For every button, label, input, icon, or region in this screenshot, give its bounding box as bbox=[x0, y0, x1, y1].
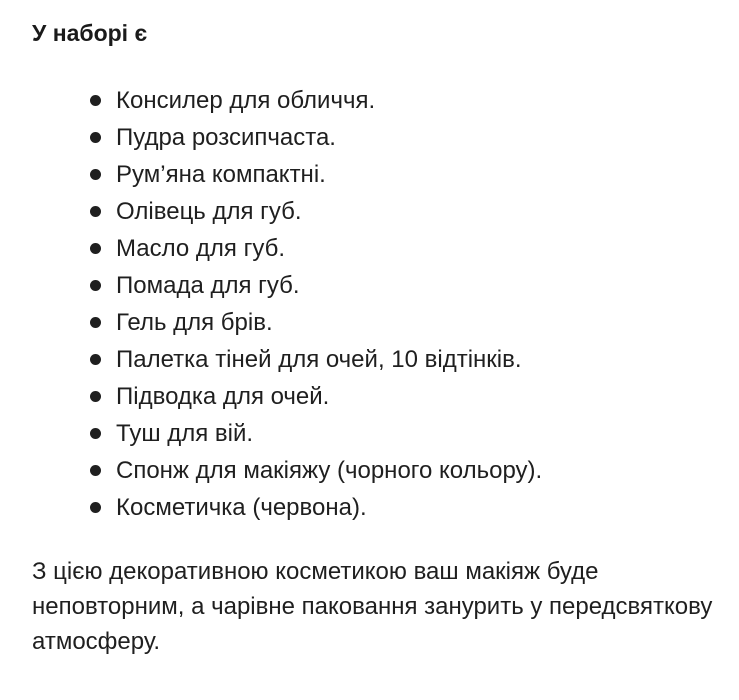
list-item-text: Спонж для макіяжу (чорного кольору). bbox=[116, 457, 543, 484]
bullet-icon bbox=[90, 391, 101, 402]
list-item bbox=[88, 489, 542, 526]
list-item bbox=[88, 230, 542, 267]
bullet-icon bbox=[90, 502, 101, 513]
bullet-icon bbox=[90, 95, 101, 106]
list-item bbox=[88, 415, 542, 452]
section-heading: У наборі є bbox=[32, 20, 148, 46]
list-item-text: Консилер для обличчя. bbox=[116, 87, 376, 114]
list-item-text: Помада для губ. bbox=[116, 272, 300, 299]
bullet-icon bbox=[90, 280, 101, 291]
list-item bbox=[88, 341, 542, 378]
list-item bbox=[88, 156, 542, 193]
bullet-icon bbox=[90, 317, 101, 328]
list-item bbox=[88, 267, 542, 304]
list-item-text: Туш для вій. bbox=[116, 420, 254, 447]
bullet-icon bbox=[90, 465, 101, 476]
list-item bbox=[88, 119, 542, 156]
list-item bbox=[88, 452, 542, 489]
list-item-text: Масло для губ. bbox=[116, 235, 286, 262]
list-item-text: Підводка для очей. bbox=[116, 383, 330, 410]
description-paragraph: З цією декоративною косметикою ваш макіяж буде неповторним, а чарівне паковання занурить у передсвяткову атмосферу. bbox=[32, 558, 713, 655]
list-item-text: Рум’яна компактні. bbox=[116, 161, 326, 188]
list-item bbox=[88, 193, 542, 230]
bullet-icon bbox=[90, 206, 101, 217]
bullet-icon bbox=[90, 132, 101, 143]
bullet-icon bbox=[90, 169, 101, 180]
bullet-icon bbox=[90, 428, 101, 439]
list-item bbox=[88, 378, 542, 415]
list-item bbox=[88, 82, 542, 119]
list-item-text: Гель для брів. bbox=[116, 309, 273, 336]
list-item-text: Пудра розсипчаста. bbox=[116, 124, 336, 151]
kit-contents-list bbox=[88, 82, 542, 526]
bullet-icon bbox=[90, 354, 101, 365]
list-item-text: Палетка тіней для очей, 10 відтінків. bbox=[116, 346, 522, 373]
list-item-text: Олівець для губ. bbox=[116, 198, 302, 225]
list-item-text: Косметичка (червона). bbox=[116, 494, 367, 521]
list-item bbox=[88, 304, 542, 341]
bullet-icon bbox=[90, 243, 101, 254]
